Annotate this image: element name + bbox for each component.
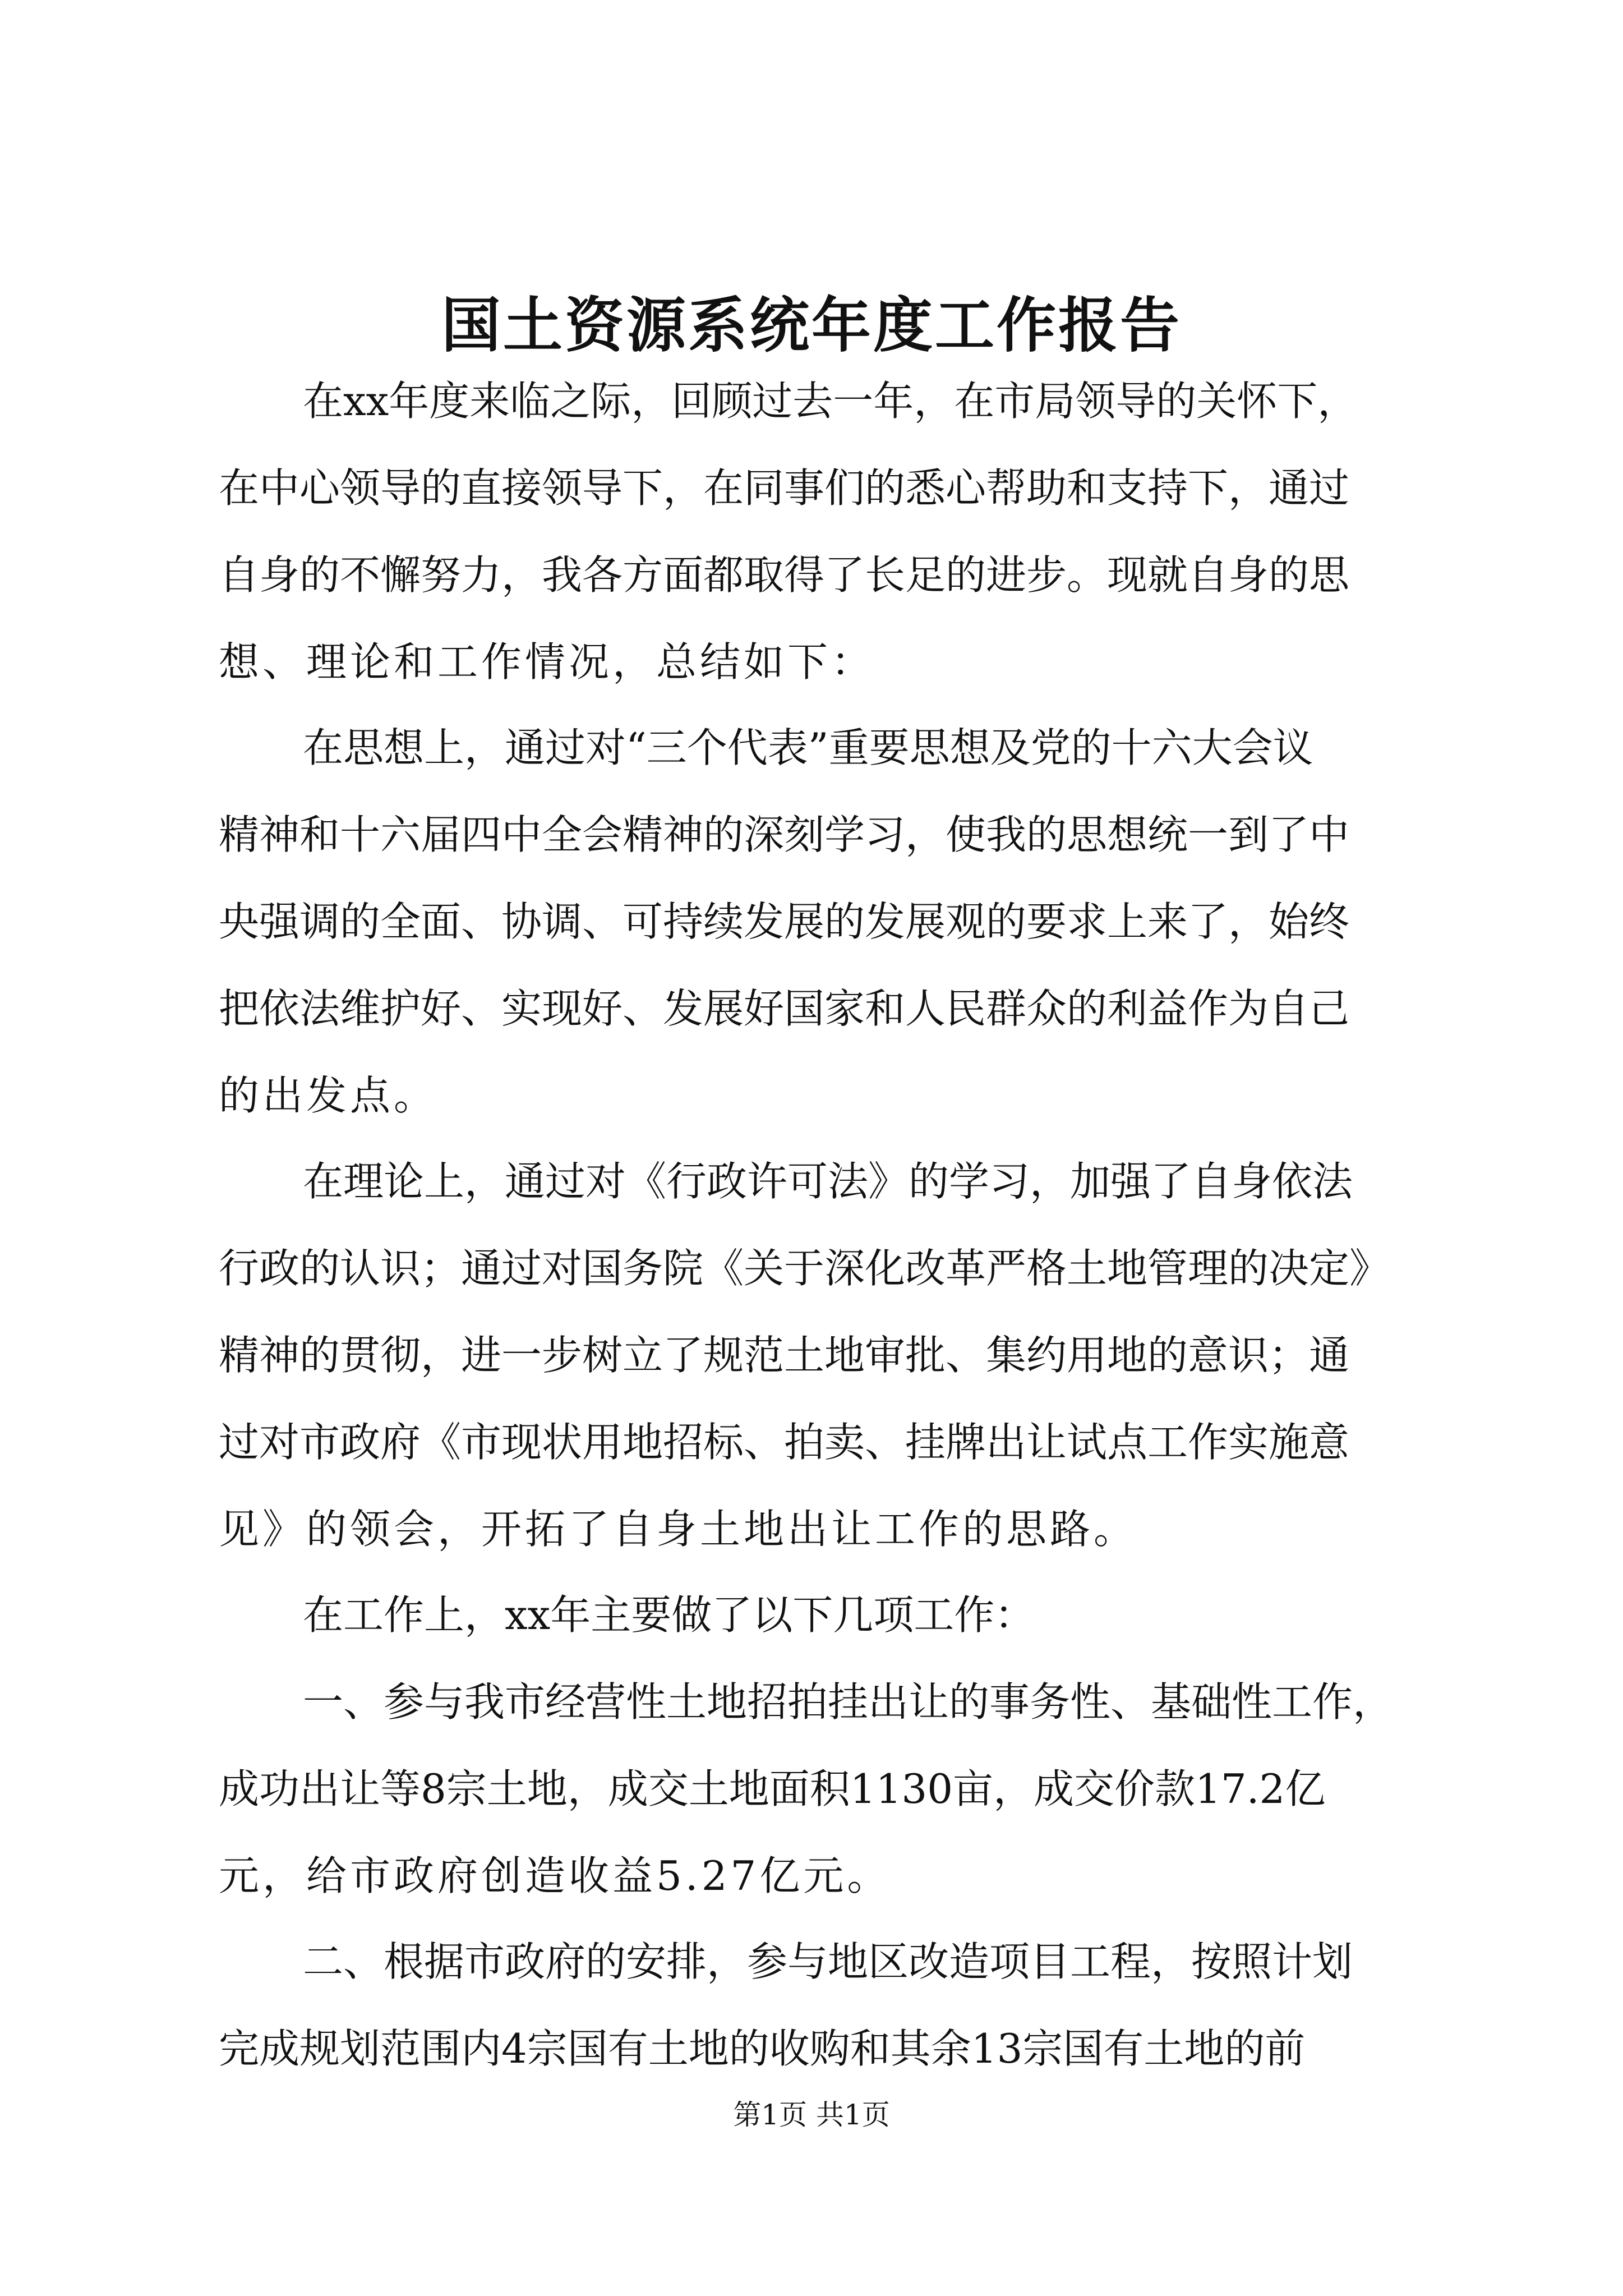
paragraph-line: 把依法维护好、实现好、发展好国家和人民群众的利益作为自己 — [219, 985, 1350, 1032]
paragraph-line: 二、根据市政府的安排，参与地区改造项目工程，按照计划 — [303, 1938, 1353, 1985]
paragraph-line: 在xx年度来临之际，回顾过去一年，在市局领导的关怀下， — [303, 378, 1358, 425]
paragraph-line: 央强调的全面、协调、可持续发展的发展观的要求上来了，始终 — [219, 898, 1350, 945]
paragraph-line: 在工作上，xx年主要做了以下几项工作： — [303, 1591, 1035, 1639]
paragraph-line: 在理论上，通过对《行政许可法》的学习，加强了自身依法 — [303, 1158, 1353, 1205]
paragraph-line: 见》的领会，开拓了自身土地出让工作的思路。 — [219, 1506, 1138, 1553]
paragraph-line: 行政的认识；通过对国务院《关于深化改革严格土地管理的决定》 — [219, 1245, 1390, 1292]
paragraph-line: 的出发点。 — [219, 1072, 438, 1119]
paragraph-line: 一、参与我市经营性土地招拍挂出让的事务性、基础性工作， — [303, 1678, 1394, 1726]
paragraph-line: 在中心领导的直接领导下，在同事们的悉心帮助和支持下，通过 — [219, 464, 1350, 512]
paragraph-line: 元，给市政府创造收益5.27亿元。 — [219, 1852, 891, 1899]
paragraph-line: 想、理论和工作情况，总结如下： — [219, 638, 875, 685]
page-footer: 第1页 共1页 — [733, 2099, 890, 2131]
paragraph-line: 精神的贯彻，进一步树立了规范土地审批、集约用地的意识；通 — [219, 1332, 1350, 1379]
paragraph-line: 在思想上，通过对“三个代表”重要思想及党的十六大会议 — [303, 724, 1313, 771]
paragraph-line: 成功出让等8宗土地，成交土地面积1130亩，成交价款17.2亿 — [219, 1765, 1326, 1812]
paragraph-line: 过对市政府《市现状用地招标、拍卖、挂牌出让试点工作实施意 — [219, 1419, 1350, 1466]
paragraph-line: 自身的不懈努力，我各方面都取得了长足的进步。现就自身的思 — [219, 551, 1350, 599]
document-title: 国土资源系统年度工作报告 — [441, 290, 1182, 360]
paragraph-line: 完成规划范围内4宗国有土地的收购和其余13宗国有土地的前 — [219, 2025, 1306, 2072]
paragraph-line: 精神和十六届四中全会精神的深刻学习，使我的思想统一到了中 — [219, 811, 1350, 858]
